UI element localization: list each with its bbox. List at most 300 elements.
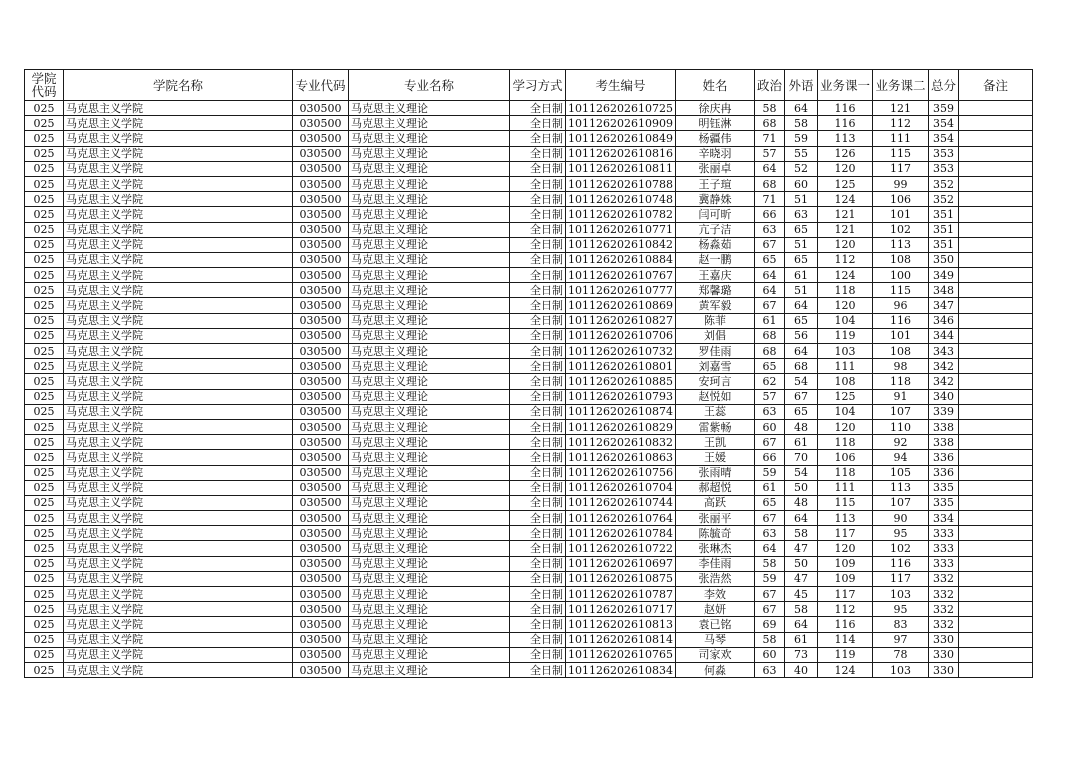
student-name-cell: 王子瑄: [675, 176, 754, 191]
college-code-cell: 025: [25, 511, 64, 526]
table-row: [25, 131, 1033, 146]
college-name-cell: 马克思主义学院: [64, 495, 293, 510]
politics-score-cell: 62: [754, 374, 784, 389]
subject-one-score-cell: 112: [818, 252, 873, 267]
table-row: [25, 419, 1033, 434]
table-row: [25, 495, 1033, 510]
total-score-cell: 353: [929, 146, 959, 161]
student-name-cell: 张丽平: [675, 511, 754, 526]
foreign-language-score-cell: 59: [785, 131, 818, 146]
foreign-language-score-cell: 52: [785, 161, 818, 176]
politics-score-cell: 67: [754, 587, 784, 602]
remarks-cell: [959, 328, 1033, 343]
remarks-cell: [959, 526, 1033, 541]
remarks-cell: [959, 465, 1033, 480]
college-name-cell: 马克思主义学院: [64, 404, 293, 419]
student-name-cell: 李佳雨: [675, 556, 754, 571]
total-score-cell: 335: [929, 480, 959, 495]
study-mode-cell: 全日制: [510, 283, 566, 298]
subject-one-score-cell: 120: [818, 237, 873, 252]
student-name-cell: 雷紫畅: [675, 419, 754, 434]
major-code-cell: 030500: [293, 647, 349, 662]
student-name-cell: 赵妍: [675, 602, 754, 617]
table-row: [25, 556, 1033, 571]
subject-two-score-cell: 91: [873, 389, 929, 404]
politics-score-cell: 68: [754, 344, 784, 359]
college-code-cell: 025: [25, 374, 64, 389]
total-score-cell: 332: [929, 571, 959, 586]
major-name-cell: 马克思主义理论: [349, 131, 510, 146]
student-name-cell: 赵悦如: [675, 389, 754, 404]
candidate-id-cell: 101126202610874: [566, 404, 676, 419]
foreign-language-score-cell: 65: [785, 404, 818, 419]
subject-two-score-cell: 90: [873, 511, 929, 526]
total-score-cell: 347: [929, 298, 959, 313]
politics-score-cell: 67: [754, 298, 784, 313]
remarks-cell: [959, 268, 1033, 283]
total-score-cell: 330: [929, 647, 959, 662]
college-code-cell: 025: [25, 495, 64, 510]
candidate-id-cell: 101126202610767: [566, 268, 676, 283]
college-code-cell: 025: [25, 116, 64, 131]
total-score-cell: 349: [929, 268, 959, 283]
politics-score-cell: 63: [754, 404, 784, 419]
subject-two-score-cell: 113: [873, 480, 929, 495]
candidate-id-cell: 101126202610777: [566, 283, 676, 298]
remarks-cell: [959, 571, 1033, 586]
college-code-cell: 025: [25, 131, 64, 146]
study-mode-cell: 全日制: [510, 101, 566, 116]
major-name-cell: 马克思主义理论: [349, 632, 510, 647]
total-score-cell: 343: [929, 344, 959, 359]
remarks-cell: [959, 176, 1033, 191]
study-mode-cell: 全日制: [510, 161, 566, 176]
college-name-cell: 马克思主义学院: [64, 541, 293, 556]
foreign-language-score-cell: 50: [785, 480, 818, 495]
study-mode-cell: 全日制: [510, 298, 566, 313]
major-name-cell: 马克思主义理论: [349, 587, 510, 602]
study-mode-cell: 全日制: [510, 359, 566, 374]
subject-one-score-cell: 118: [818, 465, 873, 480]
student-name-cell: 郝超悦: [675, 480, 754, 495]
major-code-cell: 030500: [293, 495, 349, 510]
study-mode-cell: 全日制: [510, 116, 566, 131]
college-name-cell: 马克思主义学院: [64, 268, 293, 283]
candidate-id-cell: 101126202610884: [566, 252, 676, 267]
subject-two-score-cell: 97: [873, 632, 929, 647]
major-name-cell: 马克思主义理论: [349, 328, 510, 343]
major-name-cell: 马克思主义理论: [349, 435, 510, 450]
remarks-cell: [959, 313, 1033, 328]
table-row: [25, 344, 1033, 359]
study-mode-cell: 全日制: [510, 252, 566, 267]
subject-two-score-cell: 94: [873, 450, 929, 465]
major-code-cell: 030500: [293, 556, 349, 571]
politics-score-cell: 61: [754, 480, 784, 495]
major-code-cell: 030500: [293, 389, 349, 404]
politics-score-cell: 59: [754, 465, 784, 480]
study-mode-cell: 全日制: [510, 480, 566, 495]
subject-two-score-cell: 117: [873, 571, 929, 586]
total-score-cell: 352: [929, 176, 959, 191]
total-score-cell: 338: [929, 435, 959, 450]
subject-two-score-cell: 121: [873, 101, 929, 116]
total-score-cell: 354: [929, 116, 959, 131]
foreign-language-score-cell: 64: [785, 511, 818, 526]
foreign-language-score-cell: 64: [785, 344, 818, 359]
major-name-cell: 马克思主义理论: [349, 602, 510, 617]
major-name-cell: 马克思主义理论: [349, 389, 510, 404]
foreign-language-score-cell: 50: [785, 556, 818, 571]
major-name-cell: 马克思主义理论: [349, 176, 510, 191]
candidate-id-cell: 101126202610782: [566, 207, 676, 222]
study-mode-cell: 全日制: [510, 207, 566, 222]
student-name-cell: 闫可昕: [675, 207, 754, 222]
subject-two-score-cell: 116: [873, 313, 929, 328]
total-score-cell: 348: [929, 283, 959, 298]
college-code-cell: 025: [25, 419, 64, 434]
college-code-cell: 025: [25, 146, 64, 161]
college-name-cell: 马克思主义学院: [64, 207, 293, 222]
politics-score-cell: 63: [754, 662, 784, 677]
subject-one-score-cell: 115: [818, 495, 873, 510]
politics-score-cell: 58: [754, 101, 784, 116]
table-row: [25, 283, 1033, 298]
politics-score-cell: 58: [754, 632, 784, 647]
study-mode-cell: 全日制: [510, 526, 566, 541]
college-code-cell: 025: [25, 617, 64, 632]
header-candidate-id: 考生编号: [566, 70, 676, 101]
subject-two-score-cell: 78: [873, 647, 929, 662]
college-name-cell: 马克思主义学院: [64, 480, 293, 495]
college-name-cell: 马克思主义学院: [64, 571, 293, 586]
total-score-cell: 333: [929, 526, 959, 541]
subject-one-score-cell: 111: [818, 359, 873, 374]
header-total: 总分: [929, 70, 959, 101]
subject-one-score-cell: 121: [818, 207, 873, 222]
college-name-cell: 马克思主义学院: [64, 222, 293, 237]
remarks-cell: [959, 450, 1033, 465]
student-name-cell: 杨疆伟: [675, 131, 754, 146]
college-name-cell: 马克思主义学院: [64, 587, 293, 602]
subject-one-score-cell: 125: [818, 389, 873, 404]
remarks-cell: [959, 617, 1033, 632]
major-name-cell: 马克思主义理论: [349, 450, 510, 465]
foreign-language-score-cell: 64: [785, 298, 818, 313]
subject-two-score-cell: 115: [873, 146, 929, 161]
total-score-cell: 352: [929, 192, 959, 207]
header-major-code: 专业代码: [293, 70, 349, 101]
subject-two-score-cell: 95: [873, 602, 929, 617]
study-mode-cell: 全日制: [510, 617, 566, 632]
college-code-cell: 025: [25, 344, 64, 359]
remarks-cell: [959, 495, 1033, 510]
major-code-cell: 030500: [293, 511, 349, 526]
study-mode-cell: 全日制: [510, 222, 566, 237]
table-row: [25, 662, 1033, 677]
table-row: [25, 374, 1033, 389]
major-code-cell: 030500: [293, 359, 349, 374]
subject-one-score-cell: 112: [818, 602, 873, 617]
foreign-language-score-cell: 61: [785, 268, 818, 283]
foreign-language-score-cell: 58: [785, 526, 818, 541]
college-code-cell: 025: [25, 283, 64, 298]
table-row: [25, 101, 1033, 116]
table-row: [25, 116, 1033, 131]
candidate-id-cell: 101126202610842: [566, 237, 676, 252]
major-code-cell: 030500: [293, 298, 349, 313]
candidate-id-cell: 101126202610788: [566, 176, 676, 191]
remarks-cell: [959, 404, 1033, 419]
student-name-cell: 王蕊: [675, 404, 754, 419]
politics-score-cell: 65: [754, 495, 784, 510]
subject-two-score-cell: 110: [873, 419, 929, 434]
table-row: [25, 146, 1033, 161]
college-code-cell: 025: [25, 465, 64, 480]
foreign-language-score-cell: 54: [785, 374, 818, 389]
candidate-id-cell: 101126202610863: [566, 450, 676, 465]
college-code-cell: 025: [25, 237, 64, 252]
subject-one-score-cell: 120: [818, 298, 873, 313]
politics-score-cell: 69: [754, 617, 784, 632]
candidate-id-cell: 101126202610885: [566, 374, 676, 389]
college-code-cell: 025: [25, 632, 64, 647]
remarks-cell: [959, 298, 1033, 313]
foreign-language-score-cell: 73: [785, 647, 818, 662]
header-foreign-language: 外语: [785, 70, 818, 101]
total-score-cell: 350: [929, 252, 959, 267]
foreign-language-score-cell: 58: [785, 602, 818, 617]
foreign-language-score-cell: 65: [785, 252, 818, 267]
politics-score-cell: 67: [754, 435, 784, 450]
total-score-cell: 334: [929, 511, 959, 526]
college-name-cell: 马克思主义学院: [64, 435, 293, 450]
study-mode-cell: 全日制: [510, 632, 566, 647]
candidate-id-cell: 101126202610811: [566, 161, 676, 176]
subject-one-score-cell: 118: [818, 435, 873, 450]
college-code-cell: 025: [25, 268, 64, 283]
college-code-cell: 025: [25, 313, 64, 328]
table-row: [25, 161, 1033, 176]
college-code-cell: 025: [25, 252, 64, 267]
major-code-cell: 030500: [293, 587, 349, 602]
college-code-cell: 025: [25, 101, 64, 116]
study-mode-cell: 全日制: [510, 268, 566, 283]
subject-one-score-cell: 116: [818, 116, 873, 131]
college-code-cell: 025: [25, 541, 64, 556]
college-code-cell: 025: [25, 222, 64, 237]
table-row: [25, 328, 1033, 343]
subject-two-score-cell: 103: [873, 587, 929, 602]
subject-one-score-cell: 119: [818, 328, 873, 343]
student-name-cell: 司家欢: [675, 647, 754, 662]
major-name-cell: 马克思主义理论: [349, 192, 510, 207]
college-code-cell: 025: [25, 587, 64, 602]
table-row: [25, 541, 1033, 556]
total-score-cell: 338: [929, 419, 959, 434]
foreign-language-score-cell: 70: [785, 450, 818, 465]
remarks-cell: [959, 237, 1033, 252]
student-name-cell: 王嘉庆: [675, 268, 754, 283]
total-score-cell: 340: [929, 389, 959, 404]
total-score-cell: 342: [929, 374, 959, 389]
student-name-cell: 李效: [675, 587, 754, 602]
table-row: [25, 435, 1033, 450]
table-row: [25, 313, 1033, 328]
major-name-cell: 马克思主义理论: [349, 647, 510, 662]
remarks-cell: [959, 602, 1033, 617]
student-name-cell: 亢子洁: [675, 222, 754, 237]
subject-one-score-cell: 120: [818, 419, 873, 434]
foreign-language-score-cell: 63: [785, 207, 818, 222]
candidate-id-cell: 101126202610744: [566, 495, 676, 510]
subject-two-score-cell: 115: [873, 283, 929, 298]
college-name-cell: 马克思主义学院: [64, 374, 293, 389]
candidate-id-cell: 101126202610827: [566, 313, 676, 328]
college-name-cell: 马克思主义学院: [64, 632, 293, 647]
major-code-cell: 030500: [293, 632, 349, 647]
remarks-cell: [959, 587, 1033, 602]
major-name-cell: 马克思主义理论: [349, 359, 510, 374]
major-code-cell: 030500: [293, 662, 349, 677]
subject-two-score-cell: 118: [873, 374, 929, 389]
candidate-id-cell: 101126202610869: [566, 298, 676, 313]
remarks-cell: [959, 161, 1033, 176]
college-name-cell: 马克思主义学院: [64, 602, 293, 617]
subject-one-score-cell: 109: [818, 571, 873, 586]
foreign-language-score-cell: 61: [785, 632, 818, 647]
politics-score-cell: 64: [754, 161, 784, 176]
header-major-name: 专业名称: [349, 70, 510, 101]
header-subject-one: 业务课一: [818, 70, 873, 101]
major-code-cell: 030500: [293, 222, 349, 237]
candidate-id-cell: 101126202610704: [566, 480, 676, 495]
student-name-cell: 徐庆冉: [675, 101, 754, 116]
college-code-cell: 025: [25, 526, 64, 541]
remarks-cell: [959, 222, 1033, 237]
college-code-cell: 025: [25, 328, 64, 343]
politics-score-cell: 66: [754, 207, 784, 222]
subject-one-score-cell: 103: [818, 344, 873, 359]
major-code-cell: 030500: [293, 328, 349, 343]
college-name-cell: 马克思主义学院: [64, 131, 293, 146]
politics-score-cell: 68: [754, 176, 784, 191]
header-subject-two: 业务课二: [873, 70, 929, 101]
remarks-cell: [959, 344, 1033, 359]
table-row: [25, 207, 1033, 222]
major-code-cell: 030500: [293, 131, 349, 146]
college-name-cell: 马克思主义学院: [64, 176, 293, 191]
college-code-cell: 025: [25, 647, 64, 662]
candidate-id-cell: 101126202610748: [566, 192, 676, 207]
college-name-cell: 马克思主义学院: [64, 252, 293, 267]
remarks-cell: [959, 435, 1033, 450]
major-name-cell: 马克思主义理论: [349, 495, 510, 510]
candidate-id-cell: 101126202610722: [566, 541, 676, 556]
major-code-cell: 030500: [293, 116, 349, 131]
table-row: [25, 647, 1033, 662]
study-mode-cell: 全日制: [510, 374, 566, 389]
college-name-cell: 马克思主义学院: [64, 617, 293, 632]
candidate-id-cell: 101126202610816: [566, 146, 676, 161]
student-name-cell: 高跃: [675, 495, 754, 510]
major-code-cell: 030500: [293, 450, 349, 465]
politics-score-cell: 60: [754, 647, 784, 662]
major-name-cell: 马克思主义理论: [349, 556, 510, 571]
subject-one-score-cell: 124: [818, 268, 873, 283]
major-code-cell: 030500: [293, 465, 349, 480]
student-name-cell: 马琴: [675, 632, 754, 647]
student-name-cell: 王凯: [675, 435, 754, 450]
major-name-cell: 马克思主义理论: [349, 268, 510, 283]
college-code-cell: 025: [25, 450, 64, 465]
major-name-cell: 马克思主义理论: [349, 146, 510, 161]
student-name-cell: 辛晓羽: [675, 146, 754, 161]
politics-score-cell: 64: [754, 283, 784, 298]
study-mode-cell: 全日制: [510, 647, 566, 662]
college-name-cell: 马克思主义学院: [64, 359, 293, 374]
subject-two-score-cell: 83: [873, 617, 929, 632]
subject-two-score-cell: 112: [873, 116, 929, 131]
politics-score-cell: 65: [754, 359, 784, 374]
major-code-cell: 030500: [293, 541, 349, 556]
politics-score-cell: 57: [754, 146, 784, 161]
subject-one-score-cell: 126: [818, 146, 873, 161]
major-name-cell: 马克思主义理论: [349, 344, 510, 359]
table-body: [25, 101, 1033, 678]
major-code-cell: 030500: [293, 404, 349, 419]
total-score-cell: 332: [929, 617, 959, 632]
major-code-cell: 030500: [293, 207, 349, 222]
subject-two-score-cell: 108: [873, 344, 929, 359]
subject-two-score-cell: 107: [873, 404, 929, 419]
foreign-language-score-cell: 51: [785, 237, 818, 252]
major-code-cell: 030500: [293, 283, 349, 298]
subject-two-score-cell: 101: [873, 328, 929, 343]
study-mode-cell: 全日制: [510, 328, 566, 343]
foreign-language-score-cell: 55: [785, 146, 818, 161]
major-code-cell: 030500: [293, 617, 349, 632]
candidate-id-cell: 101126202610706: [566, 328, 676, 343]
remarks-cell: [959, 632, 1033, 647]
major-name-cell: 马克思主义理论: [349, 237, 510, 252]
major-code-cell: 030500: [293, 344, 349, 359]
major-name-cell: 马克思主义理论: [349, 511, 510, 526]
college-name-cell: 马克思主义学院: [64, 237, 293, 252]
major-code-cell: 030500: [293, 268, 349, 283]
politics-score-cell: 63: [754, 222, 784, 237]
subject-one-score-cell: 104: [818, 313, 873, 328]
header-college-code: 学院代码: [25, 70, 64, 101]
college-code-cell: 025: [25, 192, 64, 207]
candidate-id-cell: 101126202610765: [566, 647, 676, 662]
remarks-cell: [959, 647, 1033, 662]
candidate-id-cell: 101126202610813: [566, 617, 676, 632]
subject-two-score-cell: 102: [873, 541, 929, 556]
foreign-language-score-cell: 48: [785, 419, 818, 434]
table-row: [25, 389, 1033, 404]
candidate-id-cell: 101126202610909: [566, 116, 676, 131]
major-name-cell: 马克思主义理论: [349, 617, 510, 632]
remarks-cell: [959, 116, 1033, 131]
politics-score-cell: 57: [754, 389, 784, 404]
subject-two-score-cell: 117: [873, 161, 929, 176]
subject-one-score-cell: 114: [818, 632, 873, 647]
candidate-id-cell: 101126202610764: [566, 511, 676, 526]
college-code-cell: 025: [25, 602, 64, 617]
candidate-id-cell: 101126202610814: [566, 632, 676, 647]
college-code-cell: 025: [25, 435, 64, 450]
